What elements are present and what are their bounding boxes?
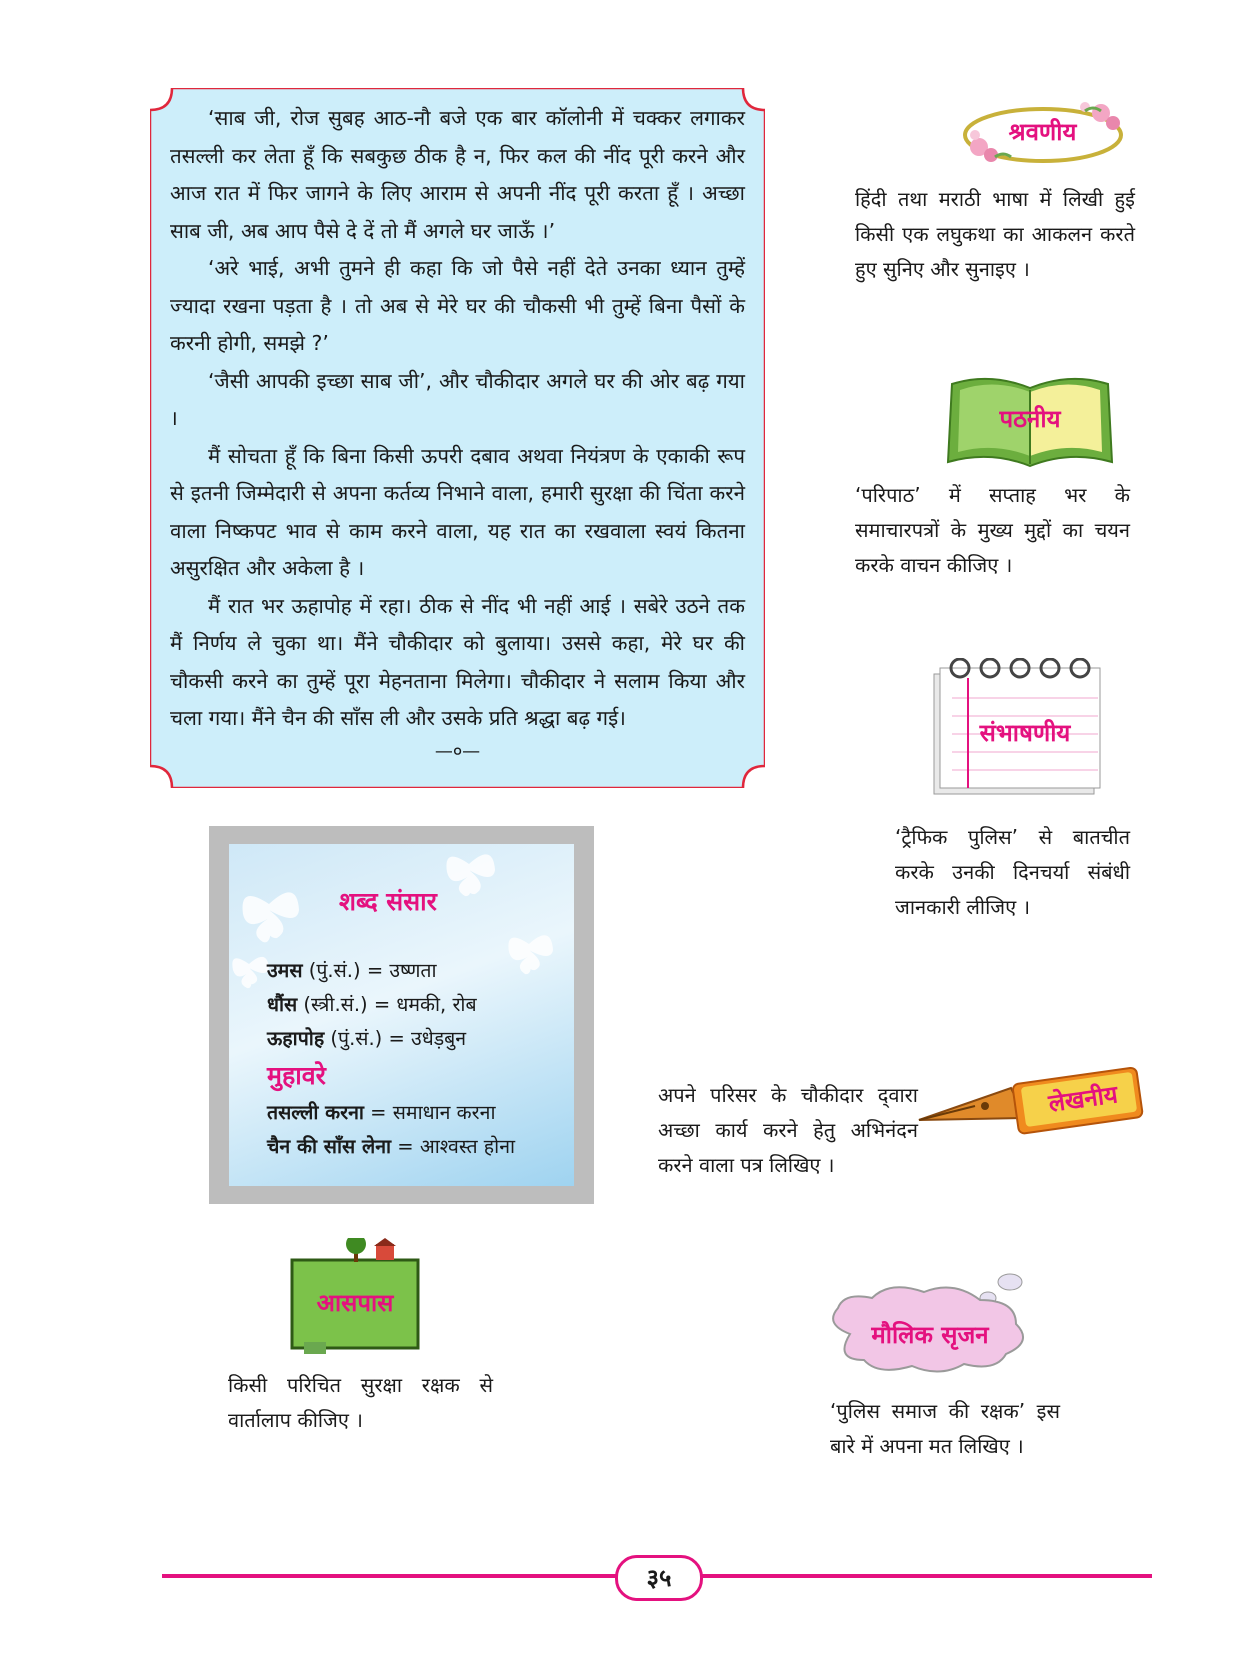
- word-meaning: = उष्णता: [366, 959, 437, 982]
- page-number: ३५: [615, 1555, 703, 1601]
- aaspaas-text: किसी परिचित सुरक्षा रक्षक से वार्तालाप कीजिए ।: [228, 1373, 493, 1432]
- word-box: [209, 826, 594, 1204]
- pathaniya-badge: [940, 370, 1120, 470]
- word-entry: [267, 1022, 515, 1056]
- shravaniya-badge: [955, 95, 1130, 175]
- word-entry: [267, 954, 515, 988]
- word-term: ऊहापोह: [267, 1027, 325, 1050]
- lekhaniya-title: लेखनीय: [1046, 1080, 1120, 1118]
- story-text: [170, 100, 745, 764]
- word-grammar: (पुं.सं.): [324, 1027, 389, 1050]
- story-paragraph: मैं सोचता हूँ कि बिना किसी ऊपरी दबाव अथवा नियंत्रण के एकाकी रूप से इतनी जिम्मेदारी से अपना कर्तव्य निभाने वाला, हमारी सुरक्षा की चिंता करने वाला निष्कपट भाव से काम करने वाला, यह रात का रखवाला स्वयं कितना असुरक्षित और अकेला है ।: [170, 443, 745, 580]
- story-paragraph: ‘जैसी आपकी इच्छा साब जी’, और चौकीदार अगले घर की ओर बढ़ गया ।: [170, 368, 745, 430]
- story-end-mark: —०—: [434, 740, 481, 762]
- maulik-srijan-badge: [820, 1268, 1045, 1378]
- word-box-inner: [229, 844, 574, 1186]
- word-meaning: = धमकी, रोब: [373, 993, 477, 1016]
- aaspaas-badge: [290, 1238, 420, 1358]
- word-box-title: शब्द संसार: [339, 887, 437, 916]
- word-entry: [267, 988, 515, 1022]
- idiom-meaning: = समाधान करना: [363, 1101, 496, 1124]
- pathaniya-title: पठनीय: [999, 405, 1061, 433]
- word-term: उमस: [267, 959, 303, 982]
- word-term: धौंस: [267, 993, 298, 1016]
- story-paragraph: मैं रात भर ऊहापोह में रहा। ठीक से नींद भी नहीं आई । सबेरे उठने तक मैं निर्णय ले चुका था। मैंने चौकीदार को बुलाया। उससे कहा, मेरे घर की चौकसी करने का तुम्हें पूरा मेहनताना मिलेगा। चौकीदार ने सलाम किया और चला गया। मैंने चैन की साँस ली और उसके प्रति श्रद्धा बढ़ गई।: [170, 593, 745, 730]
- story-paragraph: ‘अरे भाई, अभी तुमने ही कहा कि जो पैसे नहीं देते उनका ध्यान तुम्हें ज्यादा रखना पड़ता है । तो अब से मेरे घर की चौकसी भी तुम्हें बिना पैसों के करनी होगी, समझे ?’: [170, 256, 745, 355]
- maulik-srijan-title: मौलिक सृजन: [871, 1321, 989, 1349]
- story-box: [150, 88, 765, 788]
- story-paragraph: ‘साब जी, रोज सुबह आठ-नौ बजे एक बार कॉलोनी में चक्कर लगाकर तसल्ली कर लेता हूँ कि सबकुछ ठीक है न, फिर कल की नींद पूरी करने और आज रात में फिर जागने के लिए आराम से अपनी नींद पूरी करता हूँ । अच्छा साब जी, अब आप पैसे दे दें तो मैं अगले घर जाऊँ ।’: [170, 106, 745, 243]
- sambhashaniya-title: संभाषणीय: [979, 719, 1071, 747]
- word-meaning: = उधेड़बुन: [388, 1027, 467, 1050]
- idioms-title: मुहावरे: [267, 1061, 326, 1090]
- sambhashaniya-text: ‘ट्रैफिक पुलिस’ से बातचीत करके उनकी दिनचर्या संबंधी जानकारी लीजिए ।: [895, 825, 1130, 919]
- idiom-meaning: = आश्वस्त होना: [391, 1135, 516, 1158]
- lekhaniya-text: अपने परिसर के चौकीदार द्‌वारा अच्छा कार्य करने हेतु अभिनंदन करने वाला पत्र लिखिए ।: [658, 1083, 918, 1177]
- aaspaas-title: आसपास: [316, 1289, 394, 1317]
- word-grammar: (स्त्री.सं.): [297, 993, 374, 1016]
- idiom-term: चैन की साँस लेना: [267, 1135, 392, 1158]
- idiom-entry: [267, 1096, 515, 1130]
- idiom-entry: [267, 1130, 515, 1164]
- pathaniya-text: ‘परिपाठ’ में सप्ताह भर के समाचारपत्रों के मुख्य मुद्दों का चयन करके वाचन कीजिए ।: [855, 483, 1130, 577]
- lekhaniya-badge: [915, 1060, 1145, 1150]
- shravaniya-text: हिंदी तथा मराठी भाषा में लिखी हुई किसी एक लघुकथा का आकलन करते हुए सुनिए और सुनाइए ।: [855, 187, 1135, 281]
- word-box-list: [267, 954, 515, 1164]
- word-grammar: (पुं.सं.): [302, 959, 367, 982]
- sambhashaniya-badge: [930, 658, 1110, 798]
- shravaniya-title: श्रवणीय: [1008, 118, 1077, 146]
- maulik-srijan-text: ‘पुलिस समाज की रक्षक’ इस बारे में अपना मत लिखिए ।: [830, 1399, 1060, 1458]
- idiom-term: तसल्ली करना: [267, 1101, 364, 1124]
